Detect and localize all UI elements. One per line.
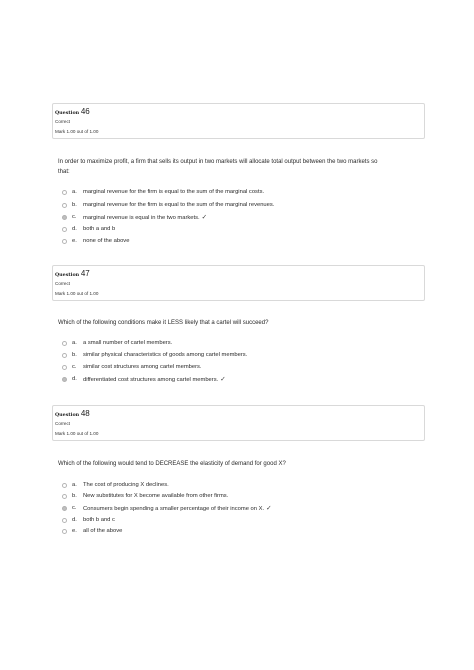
question-label: Question 47 (55, 269, 90, 278)
answer-option-d[interactable] (62, 374, 422, 384)
question-state: Correct (55, 119, 71, 124)
question-state: Correct (55, 281, 71, 286)
radio-button-selected[interactable] (62, 506, 67, 511)
check-icon: ✓ (220, 375, 226, 383)
answer-letter: b. (72, 202, 77, 208)
radio-button-selected[interactable] (62, 215, 67, 220)
question-47-info (52, 265, 425, 301)
answer-letter: a. (72, 482, 77, 488)
answer-text: both a and b (83, 226, 116, 232)
question-number: 48 (80, 409, 90, 418)
answer-letter: a. (72, 189, 77, 195)
radio-button[interactable] (62, 353, 67, 358)
question-text-line: that: (58, 169, 70, 175)
question-number: 46 (80, 107, 90, 116)
answer-option-e[interactable] (62, 526, 422, 536)
radio-button[interactable] (62, 483, 67, 488)
answer-letter: a. (72, 340, 77, 346)
radio-button[interactable] (62, 518, 67, 523)
question-text-line: In order to maximize profit, a firm that sells its output in two markets will allocate total output between the two markets so (58, 159, 378, 165)
question-state: Correct (55, 421, 71, 426)
answer-text: Consumers begin spending a smaller percentage of their income on X. (83, 506, 265, 512)
question-48-info (52, 405, 425, 441)
question-grade: Mark 1.00 out of 1.00 (55, 431, 99, 436)
answer-text: all of the above (83, 528, 123, 534)
question-grade: Mark 1.00 out of 1.00 (55, 291, 99, 296)
answer-option-d[interactable] (62, 224, 422, 234)
radio-button[interactable] (62, 341, 67, 346)
question-46-info (52, 103, 425, 139)
radio-button-selected[interactable] (62, 377, 67, 382)
answer-text: a small number of cartel members. (83, 340, 173, 346)
question-grade: Mark 1.00 out of 1.00 (55, 129, 99, 134)
question-label: Question 46 (55, 107, 90, 116)
radio-button[interactable] (62, 227, 67, 232)
answer-text: marginal revenue is equal in the two markets. (83, 215, 200, 221)
answer-text: New substitutes for X become available from other firms. (83, 493, 229, 499)
answer-option-a[interactable] (62, 187, 422, 197)
answer-option-a[interactable] (62, 480, 422, 490)
radio-button[interactable] (62, 190, 67, 195)
answer-text: marginal revenue for the firm is equal to the sum of the marginal revenues. (83, 202, 275, 208)
answer-letter: e. (72, 238, 77, 244)
radio-button[interactable] (62, 203, 67, 208)
answer-letter: e. (72, 528, 77, 534)
answer-letter: c. (72, 505, 77, 511)
answer-text: marginal revenue for the firm is equal to the sum of the marginal costs. (83, 189, 265, 195)
answer-letter: d. (72, 517, 77, 523)
check-icon: ✓ (266, 504, 272, 512)
question-48-text (58, 459, 430, 469)
answer-option-c[interactable] (62, 212, 422, 222)
question-text-line: Which of the following would tend to DECREASE the elasticity of demand for good X? (58, 461, 286, 467)
answer-text-container (83, 374, 226, 385)
radio-button[interactable] (62, 365, 67, 370)
answer-option-b[interactable] (62, 200, 422, 210)
radio-button[interactable] (62, 494, 67, 499)
answer-letter: b. (72, 493, 77, 499)
question-label: Question 48 (55, 409, 90, 418)
answer-option-c[interactable] (62, 362, 422, 372)
answer-option-a[interactable] (62, 338, 422, 348)
question-number: 47 (80, 269, 90, 278)
answer-text: similar physical characteristics of goods among cartel members. (83, 352, 248, 358)
answer-letter: b. (72, 352, 77, 358)
answer-option-c[interactable] (62, 503, 422, 513)
answer-text: differentiated cost structures among cartel members. (83, 377, 219, 383)
answer-letter: c. (72, 364, 77, 370)
answer-option-e[interactable] (62, 236, 422, 246)
radio-button[interactable] (62, 239, 67, 244)
answer-letter: d. (72, 226, 77, 232)
answer-text: similar cost structures among cartel members. (83, 364, 202, 370)
question-46-text (58, 157, 430, 177)
question-text-line: Which of the following conditions make it LESS likely that a cartel will succeed? (58, 320, 269, 326)
answer-option-d[interactable] (62, 515, 422, 525)
question-47-text (58, 318, 430, 328)
answer-text: none of the above (83, 238, 130, 244)
radio-button[interactable] (62, 529, 67, 534)
answer-text: both b and c (83, 517, 115, 523)
answer-text: The cost of producing X declines. (83, 482, 169, 488)
check-icon: ✓ (201, 213, 208, 221)
answer-option-b[interactable] (62, 491, 422, 501)
answer-text-container (83, 212, 207, 223)
answer-option-b[interactable] (62, 350, 422, 360)
answer-letter: c. (72, 214, 77, 220)
answer-letter: d. (72, 376, 77, 382)
answer-text-container (83, 503, 272, 514)
